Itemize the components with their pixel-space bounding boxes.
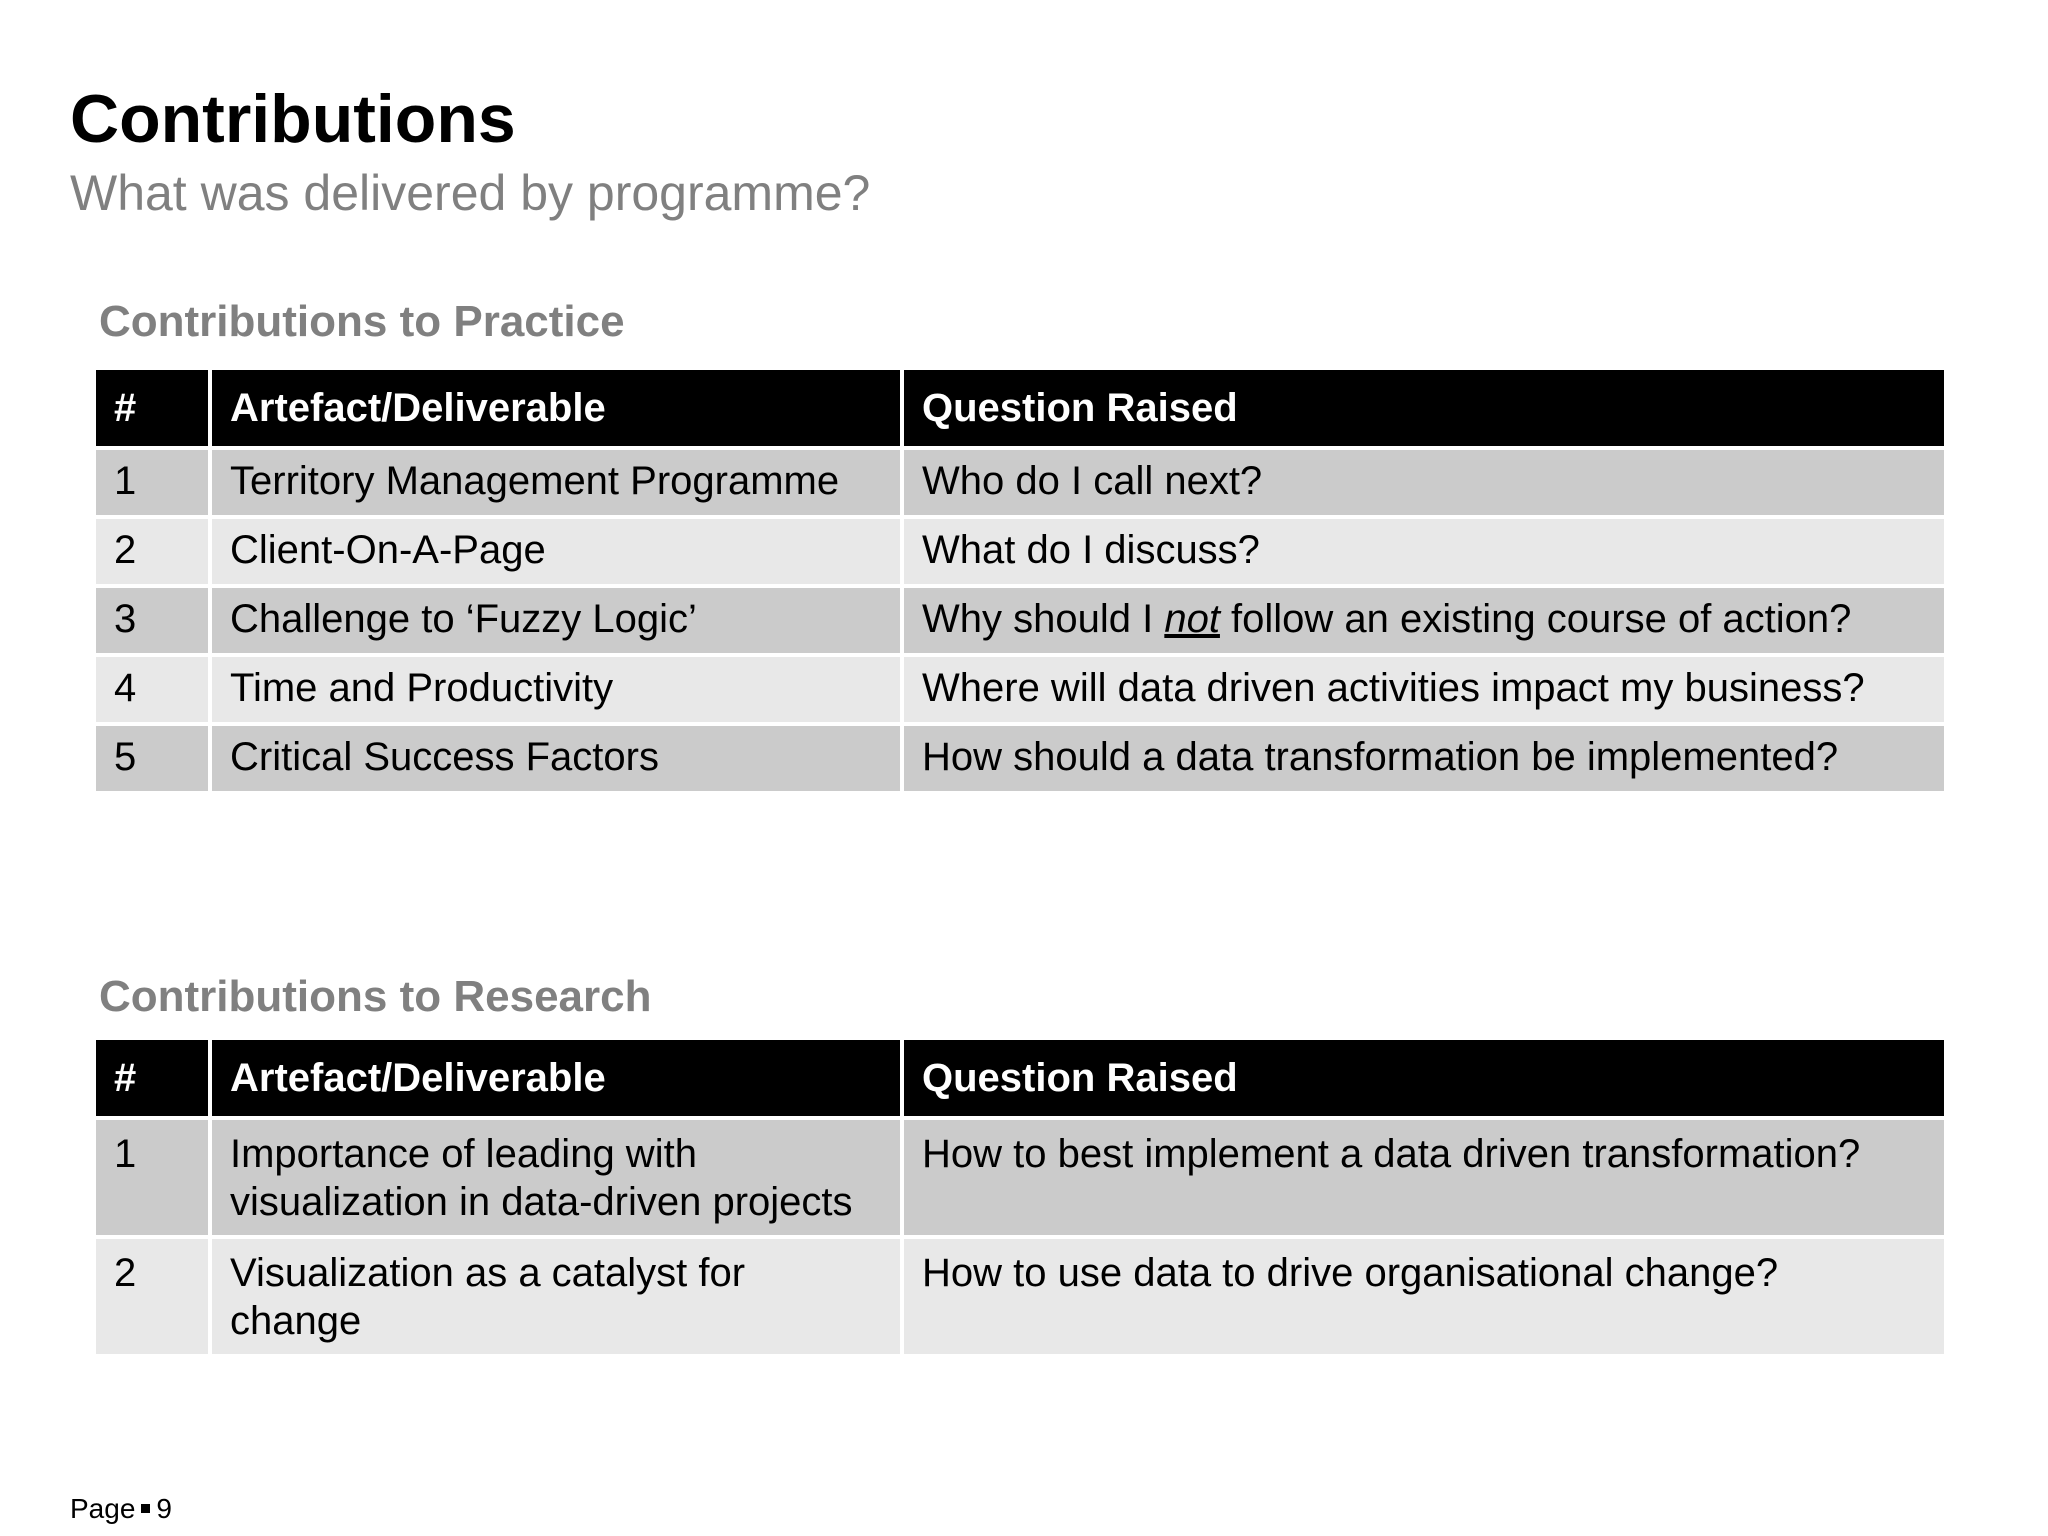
bullet-separator-icon [141,1504,150,1513]
row-number: 3 [96,588,208,653]
row-question: Where will data driven activities impact my business? [904,657,1944,722]
row-number: 1 [96,450,208,515]
table-row [96,726,1944,791]
row-number: 2 [96,519,208,584]
row-artefact: Time and Productivity [212,657,900,722]
table-header-row [96,1040,1944,1116]
column-header-number: # [96,370,208,446]
column-header-artefact: Artefact/Deliverable [212,370,900,446]
row-question [904,588,1944,653]
row-artefact: Visualization as a catalyst for change [212,1239,900,1354]
research-table [92,1036,1948,1358]
table-row [96,519,1944,584]
row-artefact: Territory Management Programme [212,450,900,515]
column-header-question: Question Raised [904,1040,1944,1116]
table-row [96,450,1944,515]
slide-subtitle: What was delivered by programme? [70,165,871,221]
table-row [96,588,1944,653]
research-section-heading: Contributions to Research [99,972,652,1021]
row-number: 4 [96,657,208,722]
page-footer [70,1495,172,1523]
row-question: How to use data to drive organisational change? [904,1239,1944,1354]
table-row [96,1239,1944,1354]
table-row [96,1120,1944,1235]
question-emphasis: not [1164,596,1220,641]
row-artefact: Importance of leading with visualization in data-driven projects [212,1120,900,1235]
table-row [96,657,1944,722]
page-number: 9 [156,1493,172,1524]
question-text-end: follow an existing course of action? [1219,596,1852,641]
row-question: How to best implement a data driven transformation? [904,1120,1944,1235]
row-number: 5 [96,726,208,791]
row-question: What do I discuss? [904,519,1944,584]
column-header-question: Question Raised [904,370,1944,446]
page-label: Page [70,1493,136,1524]
row-number: 1 [96,1120,208,1235]
question-text-start: Why should I [922,596,1165,641]
row-artefact: Critical Success Factors [212,726,900,791]
row-question: Who do I call next? [904,450,1944,515]
table-header-row [96,370,1944,446]
row-artefact: Client-On-A-Page [212,519,900,584]
column-header-number: # [96,1040,208,1116]
slide-title: Contributions [70,81,516,157]
row-question: How should a data transformation be implemented? [904,726,1944,791]
practice-table [92,366,1948,795]
row-artefact: Challenge to ‘Fuzzy Logic’ [212,588,900,653]
row-number: 2 [96,1239,208,1354]
practice-section-heading: Contributions to Practice [99,297,625,346]
column-header-artefact: Artefact/Deliverable [212,1040,900,1116]
